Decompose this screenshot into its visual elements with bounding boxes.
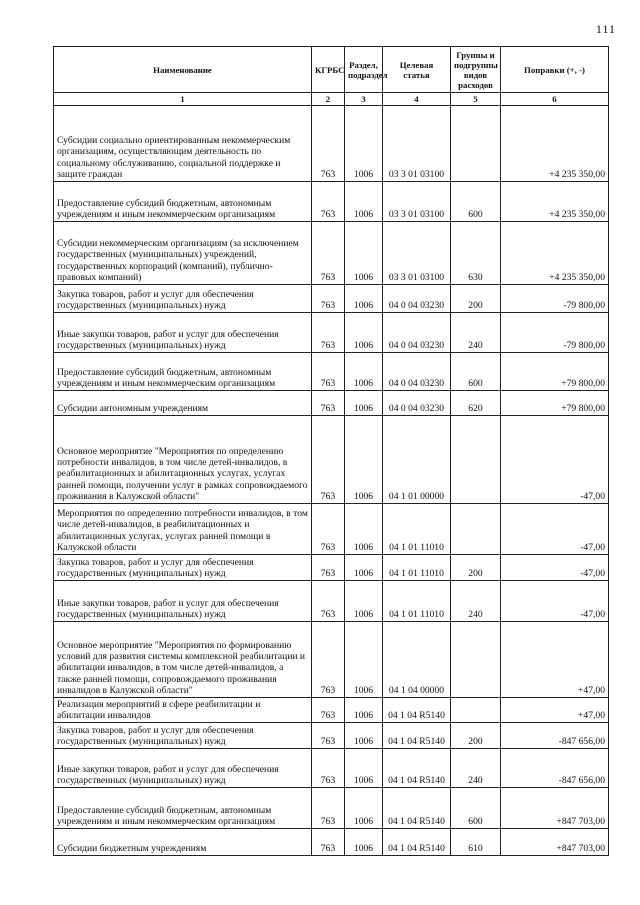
row-kgrbs: 763 [312, 723, 345, 749]
row-razdel: 1006 [345, 581, 383, 622]
row-razdel: 1006 [345, 504, 383, 555]
row-razdel: 1006 [345, 106, 383, 182]
table-row [54, 829, 609, 856]
row-amount: -847 656,00 [501, 749, 609, 788]
row-kgrbs: 763 [312, 504, 345, 555]
row-name: Иные закупки товаров, работ и услуг для обеспечения государственных (муниципальных) нужд [54, 313, 312, 353]
row-razdel: 1006 [345, 313, 383, 353]
row-kgrbs: 763 [312, 788, 345, 829]
row-razdel: 1006 [345, 285, 383, 313]
row-celevaya: 04 1 01 11010 [383, 504, 451, 555]
row-celevaya: 03 3 01 03100 [383, 106, 451, 182]
row-kgrbs: 763 [312, 391, 345, 416]
row-name: Реализация мероприятий в сфере реабилитации и абилитации инвалидов [54, 698, 312, 723]
row-celevaya: 04 1 04 R5140 [383, 829, 451, 856]
header-kgrbs: КГРБС [312, 47, 345, 93]
row-amount: +4 235 350,00 [501, 182, 609, 222]
row-razdel: 1006 [345, 749, 383, 788]
row-vid: 200 [451, 555, 501, 581]
row-vid [451, 416, 501, 504]
row-name: Предоставление субсидий бюджетным, автономным учреждениям и иным некоммерческим организациям [54, 353, 312, 391]
row-razdel: 1006 [345, 353, 383, 391]
row-celevaya: 04 1 04 R5140 [383, 698, 451, 723]
row-amount: -47,00 [501, 555, 609, 581]
row-celevaya: 04 0 04 03230 [383, 313, 451, 353]
row-name: Предоставление субсидий бюджетным, автономным учреждениям и иным некоммерческим организациям [54, 182, 312, 222]
row-amount: +4 235 350,00 [501, 106, 609, 182]
row-amount: -79 800,00 [501, 285, 609, 313]
row-name: Закупка товаров, работ и услуг для обеспечения государственных (муниципальных) нужд [54, 555, 312, 581]
column-number: 6 [501, 93, 609, 106]
budget-amendments-table [53, 46, 609, 856]
row-celevaya: 03 3 01 03100 [383, 222, 451, 285]
row-kgrbs: 763 [312, 182, 345, 222]
row-name: Основное мероприятие "Мероприятия по определению потребности инвалидов, в том числе детей-инвалидов, в реабилитационных и абилитационных услугах, услугах ранней помощи, получении услуг в рамках сопровождаемого проживания в Калужской области" [54, 416, 312, 504]
row-kgrbs: 763 [312, 222, 345, 285]
row-vid [451, 698, 501, 723]
row-vid: 610 [451, 829, 501, 856]
column-number: 4 [383, 93, 451, 106]
table-row [54, 749, 609, 788]
row-name: Основное мероприятие "Мероприятия по формированию условий для развития системы комплексной реабилитации и абилитации инвалидов, в том числе детей-инвалидов, а также ранней помощи, сопровождаемого проживания инвалидов в Калужской области" [54, 622, 312, 698]
table-row [54, 391, 609, 416]
column-number-row [54, 93, 609, 106]
row-celevaya: 04 1 01 11010 [383, 581, 451, 622]
table-row [54, 313, 609, 353]
table-row [54, 182, 609, 222]
row-vid: 600 [451, 788, 501, 829]
row-vid: 240 [451, 749, 501, 788]
table-row [54, 698, 609, 723]
row-kgrbs: 763 [312, 749, 345, 788]
row-amount: -79 800,00 [501, 313, 609, 353]
row-kgrbs: 763 [312, 285, 345, 313]
row-name: Мероприятия по определению потребности инвалидов, в том числе детей-инвалидов, в реабилитационных и абилитационных услугах, услугах ранней помощи в Калужской области [54, 504, 312, 555]
row-razdel: 1006 [345, 788, 383, 829]
row-razdel: 1006 [345, 182, 383, 222]
header-amount: Поправки (+, -) [501, 47, 609, 93]
row-vid [451, 622, 501, 698]
row-celevaya: 04 0 04 03230 [383, 353, 451, 391]
table-row [54, 504, 609, 555]
row-razdel: 1006 [345, 416, 383, 504]
row-celevaya: 04 1 04 R5140 [383, 749, 451, 788]
row-kgrbs: 763 [312, 313, 345, 353]
row-name: Иные закупки товаров, работ и услуг для обеспечения государственных (муниципальных) нужд [54, 581, 312, 622]
row-celevaya: 04 0 04 03230 [383, 391, 451, 416]
row-amount: -47,00 [501, 581, 609, 622]
header-name: Наименование [54, 47, 312, 93]
row-kgrbs: 763 [312, 698, 345, 723]
column-number: 5 [451, 93, 501, 106]
header-razdel: Раздел, подраздел [345, 47, 383, 93]
row-name: Субсидии некоммерческим организациям (за исключением государственных (муниципальных) учреждений, государственных корпораций (компаний), публично-правовых компаний) [54, 222, 312, 285]
table-row [54, 106, 609, 182]
row-kgrbs: 763 [312, 622, 345, 698]
header-celevaya: Целевая статья [383, 47, 451, 93]
row-razdel: 1006 [345, 222, 383, 285]
row-vid: 600 [451, 353, 501, 391]
row-razdel: 1006 [345, 829, 383, 856]
row-vid: 200 [451, 285, 501, 313]
row-celevaya: 03 3 01 03100 [383, 182, 451, 222]
row-name: Субсидии бюджетным учреждениям [54, 829, 312, 856]
row-amount: +4 235 350,00 [501, 222, 609, 285]
column-number: 2 [312, 93, 345, 106]
table-row [54, 285, 609, 313]
row-vid [451, 106, 501, 182]
table-row [54, 222, 609, 285]
row-celevaya: 04 1 04 00000 [383, 622, 451, 698]
row-amount: +79 800,00 [501, 353, 609, 391]
row-razdel: 1006 [345, 622, 383, 698]
row-kgrbs: 763 [312, 581, 345, 622]
header-vid: Группы и подгруппы видов расходов [451, 47, 501, 93]
table-row [54, 416, 609, 504]
row-kgrbs: 763 [312, 416, 345, 504]
row-name: Закупка товаров, работ и услуг для обеспечения государственных (муниципальных) нужд [54, 285, 312, 313]
row-celevaya: 04 1 04 R5140 [383, 788, 451, 829]
row-vid: 600 [451, 182, 501, 222]
table-row [54, 788, 609, 829]
row-celevaya: 04 1 01 00000 [383, 416, 451, 504]
row-razdel: 1006 [345, 555, 383, 581]
row-celevaya: 04 1 04 R5140 [383, 723, 451, 749]
row-name: Иные закупки товаров, работ и услуг для обеспечения государственных (муниципальных) нужд [54, 749, 312, 788]
row-celevaya: 04 0 04 03230 [383, 285, 451, 313]
row-amount: +47,00 [501, 698, 609, 723]
row-name: Предоставление субсидий бюджетным, автономным учреждениям и иным некоммерческим организациям [54, 788, 312, 829]
row-amount: +47,00 [501, 622, 609, 698]
row-kgrbs: 763 [312, 106, 345, 182]
table-row [54, 622, 609, 698]
table-row [54, 581, 609, 622]
row-vid: 240 [451, 313, 501, 353]
row-amount: -847 656,00 [501, 723, 609, 749]
row-amount: -47,00 [501, 504, 609, 555]
row-razdel: 1006 [345, 698, 383, 723]
row-vid: 630 [451, 222, 501, 285]
page-number: 111 [595, 22, 616, 36]
column-number: 3 [345, 93, 383, 106]
row-vid: 620 [451, 391, 501, 416]
table-row [54, 555, 609, 581]
table-row [54, 723, 609, 749]
row-razdel: 1006 [345, 391, 383, 416]
row-vid [451, 504, 501, 555]
row-vid: 200 [451, 723, 501, 749]
row-amount: +79 800,00 [501, 391, 609, 416]
header-row [54, 47, 609, 93]
row-name: Закупка товаров, работ и услуг для обеспечения государственных (муниципальных) нужд [54, 723, 312, 749]
row-kgrbs: 763 [312, 555, 345, 581]
row-kgrbs: 763 [312, 353, 345, 391]
column-number: 1 [54, 93, 312, 106]
row-name: Субсидии автономным учреждениям [54, 391, 312, 416]
row-amount: +847 703,00 [501, 788, 609, 829]
row-amount: -47,00 [501, 416, 609, 504]
row-amount: +847 703,00 [501, 829, 609, 856]
row-celevaya: 04 1 01 11010 [383, 555, 451, 581]
row-vid: 240 [451, 581, 501, 622]
row-razdel: 1006 [345, 723, 383, 749]
table-row [54, 353, 609, 391]
row-name: Субсидии социально ориентированным некоммерческим организациям, осуществляющим деятельность по социальному обслуживанию, социальной поддержке и защите граждан [54, 106, 312, 182]
row-kgrbs: 763 [312, 829, 345, 856]
